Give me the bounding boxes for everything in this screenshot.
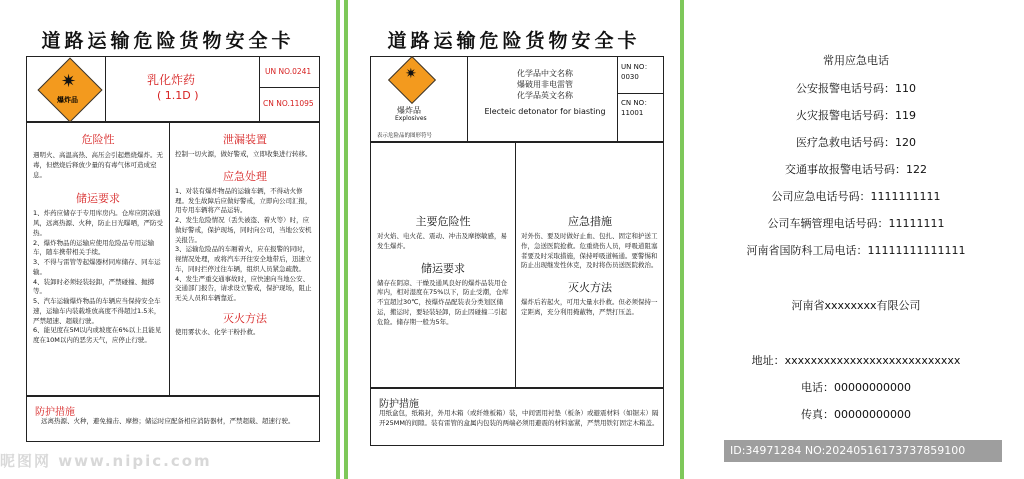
right-column (175, 131, 315, 338)
fire-text: 使用雾状水、化学干粉扑救。 (175, 327, 260, 336)
card-header (26, 56, 320, 122)
left-column (33, 131, 163, 346)
storage-item: 3、不得与雷管等起爆器材同库储存、同车运输。 (33, 258, 161, 276)
phone-line: 火灾报警电话号码：119 (796, 109, 916, 122)
un-number: UN NO.0241 (265, 67, 312, 76)
storage-text: 储存在阴凉、干燥及通风良好的爆炸品装用仓库内，相对湿度在75%以下，防止受潮，仓库不宜超过30℃，按爆炸品配装表分类划区储运，搬运时，要轻装轻卸，防止因碰撞二引起危险。储存期一般为5年。 (377, 278, 509, 326)
name-en: Electeic detonator for biasting (484, 107, 606, 117)
leak-text: 控制一切火源，做好警戒，立即收集进行转移。 (175, 150, 312, 158)
hazards-heading: 危险性 (81, 133, 115, 146)
fire-heading: 灭火方法 (223, 311, 267, 325)
storage-item: 2、爆炸物品的运输应使用危险品专用运输车，随车携带相关手续。 (33, 238, 155, 257)
right-column (521, 213, 659, 318)
company-fax: 传真：00000000000 (801, 408, 911, 421)
pictogram-label: 爆炸品 (57, 96, 78, 104)
fire-text: 爆炸后若起火，可用大量水扑救。但必须保持一定距离，充分利用掩蔽物，严禁打压盖。 (521, 298, 658, 316)
explosion-icon: ✷ (61, 71, 77, 92)
storage-heading: 储运要求 (421, 261, 465, 275)
division-code: ( 1.1D ) (157, 89, 199, 102)
storage-item: 6、能见度在5M以内或坡度在6%以上且能见度在10M以内的恶劣天气，应停止行驶。 (33, 326, 162, 344)
phone-line: 公司应急电话号码：1111111111 (771, 190, 941, 203)
storage-item: 4、装卸时必须轻装轻卸，严禁碰撞、抛掷等。 (33, 277, 155, 296)
fire-heading: 灭火方法 (568, 281, 612, 294)
emergency-item: 1、对装有爆炸物品的运输车辆，不得动火修理。发生故障后应做好警戒，立即向公司汇报，用专用车辆将产品运转。 (175, 186, 312, 215)
card-title: 道路运输危险货物安全卡 (41, 30, 295, 52)
card-title: 道路运输危险货物安全卡 (387, 30, 641, 52)
leak-heading: 泄漏装置 (223, 133, 267, 146)
emergency-text: 对外伤、要及时做好止血、包扎、固定和护送工作，急送医院抢救。危重烧伤人员，呼吸道阻塞者要及时采取措施，保持呼吸道畅通。要警惕和防止出现继发性休克，及时将伤员送医院救治。 (521, 232, 658, 270)
emergency-heading: 应急措施 (568, 215, 612, 228)
storage-item: 5、汽车运输爆炸物品的车辆应当保持安全车速，运输车内装载堆放高度不得超过1.5米，严禁超速、超载行驶。 (33, 297, 161, 325)
protection-heading: 防护措施 (35, 407, 75, 418)
phone-line: 河南省国防科工局电话：11111111111111 (746, 244, 966, 257)
emergency-item: 2、发生危险情况（丢失被盗、着火等）时，应做好警戒，保护现场，同时向公司，当地公安机关报告。 (175, 216, 312, 244)
phone-line: 交通事故报警电话号码：122 (785, 163, 927, 176)
chemical-names (475, 69, 615, 118)
protection-text: 用纸盒包，纸箱封，外用木箱（或纤维板箱）装，中间需用衬垫（板条）或避震材料（如锯末）隔开25MM的间隙。装有雷管的盒属内包装的两端必须用避震的材料塞紧，严禁用铁钉固定木箱盖。 (379, 409, 659, 427)
storage-item: 1、炸药应储存于专用库房内。仓库应阴凉通风，远离热源、火种，防止日光曝晒，严防受热。 (33, 209, 163, 237)
product-name: 乳化炸药 (147, 73, 196, 87)
card-body (26, 122, 320, 396)
protection-box (26, 396, 320, 442)
safety-card-detonator (344, 0, 684, 479)
explosive-pictogram (373, 59, 467, 141)
emergency-phone-card (688, 0, 1024, 479)
explosion-icon: ✷ (405, 66, 417, 82)
company-phone: 电话：00000000000 (801, 381, 911, 394)
phones-title: 常用应急电话 (823, 54, 889, 67)
card-header (370, 56, 664, 142)
site-watermark: 昵图网 www.nipic.com (0, 452, 212, 470)
cn-number: CN NO： 11001 (621, 99, 652, 117)
company-name: 河南省xxxxxxxx有限公司 (791, 299, 921, 312)
left-column (377, 213, 509, 327)
protection-box (370, 388, 664, 446)
pictogram-label-en: Explosives (395, 115, 427, 122)
emergency-heading: 应急处理 (223, 169, 267, 183)
storage-heading: 储运要求 (76, 192, 120, 206)
name-en-label: 化学品英文名称 (517, 90, 573, 100)
hazards-text: 对火焰、电火花、震动、冲击及摩擦敏感，易发生爆炸。 (377, 232, 507, 250)
protection-heading: 防护措施 (379, 399, 419, 410)
hazards-text: 遇明火、高温高热、高压会引起燃烧爆炸。无毒，但燃烧后释放少量的有毒气体可造成窒息。 (33, 151, 163, 179)
emergency-item: 4、发生严重交通事故时，应快速向当地公安、交通部门报告，请求设立警戒，保护现场，阻止无关人员和车辆靠近。 (175, 274, 312, 302)
explosive-pictogram (35, 59, 105, 121)
name-cn-label: 化学品中文名称 (517, 69, 573, 78)
pictogram-label: 爆炸品 (397, 106, 421, 115)
cn-number: CN NO.11095 (263, 99, 314, 108)
name-cn: 爆破用非电雷管 (517, 79, 573, 89)
phone-line: 公安报警电话号码：110 (796, 82, 916, 95)
image-id-bar: ID:34971284 NO:20240516173737859100 (724, 440, 1002, 462)
phone-line: 医疗急救电话号码：120 (796, 136, 916, 149)
emergency-item: 3、运输危险品的车厢着火，应在报警的同时，视情况处理，或将汽车开往安全地带后，迅速立车，同时拦停过往车辆，组织人员紧急疏散。 (175, 245, 312, 273)
protection-text: 远离热源、火种，避免撞击、摩擦；储运时应配备相应消防器材，严禁超载、超速行驶。 (41, 417, 295, 425)
phone-line: 公司车辆管理电话号码：11111111 (767, 217, 945, 230)
card-body (370, 142, 664, 388)
pictogram-caption: 表示危险品的图形符号 (377, 133, 433, 139)
hazards-heading: 主要危险性 (415, 215, 471, 228)
un-number: UN NO： 0030 (621, 63, 652, 81)
safety-card-emulsion-explosive (0, 0, 340, 479)
company-address: 地址：xxxxxxxxxxxxxxxxxxxxxxxxxxx (751, 354, 961, 367)
